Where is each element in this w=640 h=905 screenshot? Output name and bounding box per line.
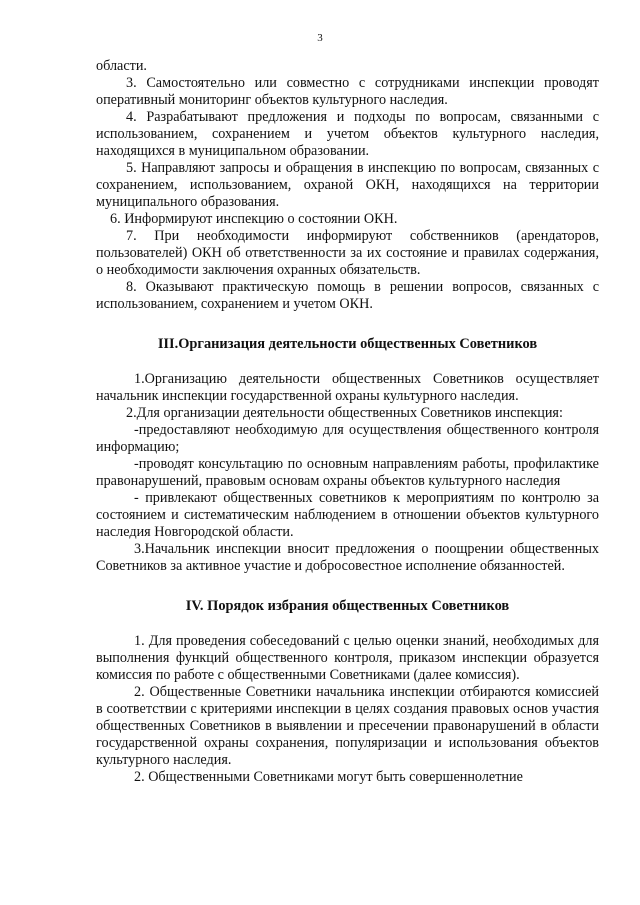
paragraph: 5. Направляют запросы и обращения в инспекцию по вопросам, связанных с сохранением, использованием, охраной ОКН, находящихся на территории муниципального образования. <box>96 160 599 210</box>
paragraph: 3.Начальник инспекции вносит предложения о поощрении общественных Советников за активное участие и добросовестное исполнение обязанностей. <box>96 541 599 574</box>
paragraph: 6. Информируют инспекцию о состоянии ОКН. <box>110 211 398 227</box>
paragraph: 1. Для проведения собеседований с целью оценки знаний, необходимых для выполнения функций общественного контроля, приказом инспекции образуется комиссия по работе с общественными Советниками (далее комиссия). <box>96 633 599 683</box>
paragraph: 3. Самостоятельно или совместно с сотрудниками инспекции проводят оперативный мониторинг объектов культурного наследия. <box>96 75 599 108</box>
paragraph: 4. Разрабатывают предложения и подходы по вопросам, связанными с использованием, сохранением и учетом объектов культурного наследия, находящихся в муниципальном образовании. <box>96 109 599 159</box>
paragraph: 2.Для организации деятельности общественных Советников инспекция: <box>126 405 563 421</box>
document-body <box>96 58 599 786</box>
paragraph: 1.Организацию деятельности общественных Советников осуществляет начальник инспекции государственной охраны культурного наследия. <box>96 371 599 404</box>
page-number: 3 <box>317 32 323 44</box>
paragraph: 2. Общественные Советники начальника инспекции отбираются комиссией в соответствии с критериями инспекции в целях создания правовых основ участия общественных Советников в выявлении и пресечении правонарушений в области государственной охраны сохранения, популяризации и использования объектов культурного наследия. <box>96 684 599 768</box>
paragraph: 8. Оказывают практическую помощь в решении вопросов, связанных с использованием, сохранением и учетом ОКН. <box>96 279 599 312</box>
paragraph: 2. Общественными Советниками могут быть совершеннолетние <box>134 769 523 785</box>
paragraph: -проводят консультацию по основным направлениям работы, профилактике правонарушений, правовым основам охраны объектов культурного наследия <box>96 456 599 489</box>
paragraph: 7. При необходимости информируют собственников (арендаторов, пользователей) ОКН об ответственности за их состояние и правилах содержания, о необходимости заключения охранных обязательств. <box>96 228 599 278</box>
paragraph: - привлекают общественных советников к мероприятиям по контролю за состоянием и систематическим наблюдением в отношении объектов культурного наследия Новгородской области. <box>96 490 599 540</box>
paragraph: области. <box>96 58 147 74</box>
section-heading-4: IV. Порядок избрания общественных Советников <box>185 598 510 614</box>
paragraph: -предоставляют необходимую для осуществления общественного контроля информацию; <box>96 422 599 455</box>
section-heading-3: III.Организация деятельности общественных Советников <box>157 336 538 352</box>
